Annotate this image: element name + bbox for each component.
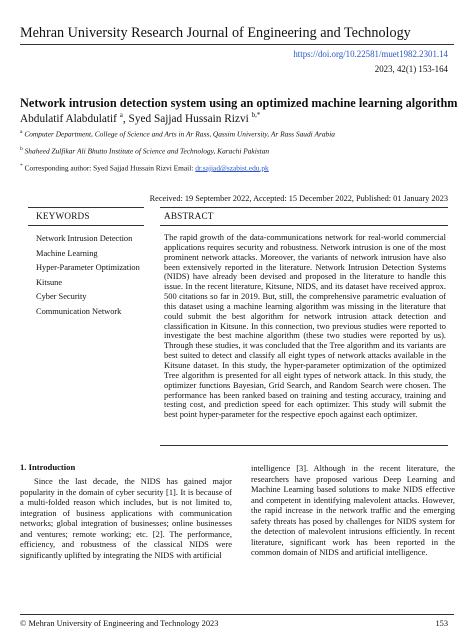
article-title: Network intrusion detection system using an optimized machine learning algorithm [20,96,458,110]
footer-rule [20,614,454,615]
keyword-item: Kitsune [36,277,63,287]
affiliation [20,146,269,155]
keyword-item: Cyber Security [36,292,87,302]
header-rule [20,44,454,45]
doi-link[interactable]: https://doi.org/10.22581/muet1982.2301.14 [293,49,448,59]
keyword-item: Communication Network [36,306,122,316]
affiliation [20,129,335,138]
journal-name: Mehran University Research Journal of Engineering and Technology [20,25,411,41]
introduction-heading: 1. Introduction [20,462,76,472]
corresponding-author [20,163,269,172]
abstract-top-rule [160,207,448,208]
affiliation-mark: a [20,129,23,135]
author-affiliation-mark: b,* [251,111,261,119]
affiliation-text: Shaheed Zulfikar Ali Bhutto Institute of Science and Technology, Karachi Pakistan [24,146,270,156]
keywords-heading: KEYWORDS [36,211,90,221]
keyword-item: Hyper-Parameter Optimization [36,263,140,273]
abstract-divider [160,225,448,226]
introduction-left-column: Since the last decade, the NIDS has gained major popularity in the domain of cyber security [1]. It is because of a multi-folded reason which includes, but is not limited to, integration of business applications with communication networks; global integration of businesses; online businesses and ventures; remote working; etc. [2]. The performance, efficiency, and robustness of the classical NIDS were significantly uplifted by integrating the NIDS with artificial [20,476,232,560]
author-separator: , [122,112,129,125]
introduction-right-column: intelligence [3]. Although in the recent literature, the researchers have proposed various Deep Learning and Machine Learning based solutions to make NIDS effective and competent in identifying malevolent attacks. However, the rapid increase in the network traffic and the emerging safety threats has posed by challenges for NIDS system for the detection of malevolent intrusions efficiently. In recent literature, significant work has been reported in the common domain of NIDS and artificial intelligence. [251,463,455,558]
keywords-divider [28,225,144,226]
page-number: 153 [435,619,448,628]
publication-dates: Received: 19 September 2022, Accepted: 15 December 2022, Published: 01 January 2023 [149,194,448,203]
keyword-item: Network Intrusion Detection [36,234,133,243]
corresponding-mark: * [20,163,23,169]
author-name: Syed Sajjad Hussain Rizvi [128,112,249,125]
author-list [20,111,260,125]
author-affiliation-mark: a [119,111,123,119]
author-name: Abdulatif Alabdulatif [20,112,117,125]
keywords-top-rule [28,207,144,208]
email-link[interactable]: dr.sajjad@szabist.edu.pk [195,163,269,173]
keywords-list [36,232,140,320]
footer-copyright: © Mehran University of Engineering and Technology 2023 [20,619,219,628]
affiliation-text: Computer Department, College of Science and Arts in Ar Rass, Qassim University, Ar Rass Saudi Arabia [24,129,335,139]
corresponding-label: Corresponding author: Syed Sajjad Hussain Rizvi Email: [24,163,196,173]
abstract-heading: ABSTRACT [164,211,214,221]
abstract-bottom-rule [160,445,448,446]
volume-issue: 2023, 42(1) 153-164 [374,64,448,74]
abstract-body: The rapid growth of the data-communications network for real-world commercial applications requires security and robustness. Network intrusion is one of the most prominent network attacks. Moreover, the variants of network intrusion have also been extensively reported in the literature. Network Intrusion Detection Systems (NIDS) have already been devised and proposed in the literature to handle this issue. In the recent literature, Kitsune, NIDS, and its dataset have received approx. 500 citations so far in 2019. But, still, the comprehensive parametric evaluation of this dataset using a machine learning algorithm was missing in the literature that could submit the best algorithm for network intrusion attack detection and classification in Kitsune. In this connection, two previous studies were reported to investigate the best machine algorithm (these two studies were reported by us). Through these studies, it was concluded that the Tree algorithm and its variants are best suited to detect and classify all eight types of network attacks available in the Kitsune dataset. In this study, the hyper-parameter optimization of the optimized Tree algorithm is presented for all eight types of network attack. In this study, the optimizer functions Bayesian, Grid Search, and Random Search were chosen. The performance has been ranked based on training and testing accuracy, training and testing cost, and prediction speed for each optimizer. This study will submit the best point hyper-parameter for the respective epoch against each optimizer. [164,232,446,420]
keyword-item: Machine Learning [36,248,98,258]
affiliation-mark: b [20,146,23,152]
